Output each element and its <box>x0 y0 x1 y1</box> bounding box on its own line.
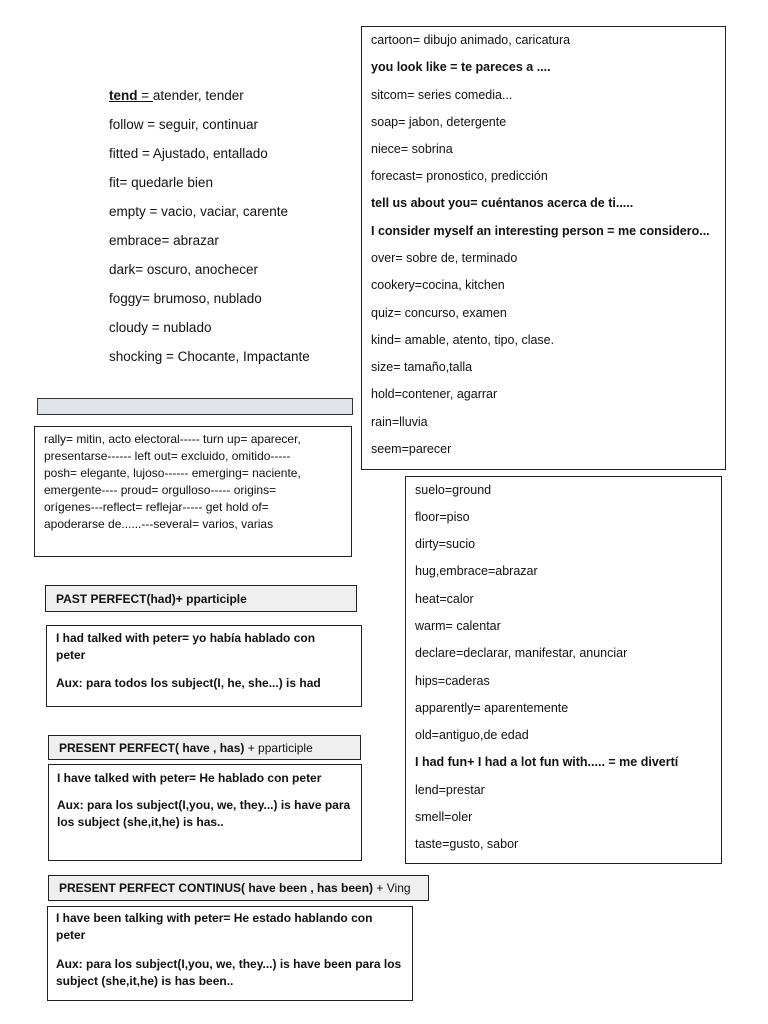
vocab-item: dark= oscuro, anochecer <box>109 262 258 277</box>
vocab-item: floor=piso <box>415 510 470 524</box>
vocab-item: lend=prestar <box>415 783 485 797</box>
present-perfect-continuous-title-rest: + Ving <box>373 881 411 895</box>
vocab-box-bottom-right <box>405 476 722 864</box>
vocab-item: forecast= pronostico, predicción <box>371 169 548 183</box>
vocab-item: empty = vacio, vaciar, carente <box>109 204 288 219</box>
vocab-item: declare=declarar, manifestar, anunciar <box>415 646 628 660</box>
vocab-item: rain=lluvia <box>371 415 428 429</box>
present-perfect-title <box>59 740 313 756</box>
vocab-item: sitcom= series comedia... <box>371 88 513 102</box>
vocab-item-tend <box>109 88 244 104</box>
empty-header-bar <box>37 398 353 415</box>
vocab-item: shocking = Chocante, Impactante <box>109 349 310 364</box>
present-perfect-box <box>48 764 362 861</box>
past-perfect-title: PAST PERFECT(had)+ pparticiple <box>56 592 247 606</box>
rally-line: posh= elegante, lujoso------ emerging= naciente, <box>44 466 301 480</box>
vocab-definition: atender, tender <box>152 88 244 103</box>
vocab-item: taste=gusto, sabor <box>415 837 519 851</box>
vocab-item: size= tamaño,talla <box>371 360 473 374</box>
vocab-item: fit= quedarle bien <box>109 175 213 190</box>
rally-vocab-box <box>34 426 352 557</box>
vocab-item: quiz= concurso, examen <box>371 306 507 320</box>
vocab-item: cookery=cocina, kitchen <box>371 278 505 292</box>
present-perfect-title-bold: PRESENT PERFECT( have , has) <box>59 741 245 755</box>
present-perfect-continuous-title-bold: PRESENT PERFECT CONTINUS( have been , has been) <box>59 881 374 895</box>
past-perfect-aux: Aux: para todos los subject(I, he, she...) is had <box>56 676 321 690</box>
vocab-item: dirty=sucio <box>415 537 476 551</box>
rally-line: rally= mitin, acto electoral----- turn up= aparecer, <box>44 432 301 446</box>
vocab-item: apparently= aparentemente <box>415 701 569 715</box>
present-perfect-continuous-title <box>59 880 411 896</box>
vocab-item: kind= amable, atento, tipo, clase. <box>371 333 555 347</box>
vocab-item: I consider myself an interesting person = me considero... <box>371 224 710 238</box>
present-perfect-aux: Aux: para los subject(I,you, we, they...) is have para los subject (she,it,he) is has.. <box>57 798 351 829</box>
present-perfect-header <box>48 735 361 760</box>
present-perfect-continuous-aux: Aux: para los subject(I,you, we, they...) is have been para los subject (she,it,he) is has been.. <box>56 957 402 988</box>
past-perfect-example: I had talked with peter= yo había hablado con peter <box>56 631 316 662</box>
vocab-item: warm= calentar <box>415 619 501 633</box>
rally-line: apoderarse de......---several= varios, varias <box>44 517 274 531</box>
present-perfect-continuous-header <box>48 875 429 901</box>
rally-line: emergente---- proud= orgulloso----- origins= <box>44 483 277 497</box>
vocab-equals: = <box>137 88 153 103</box>
vocab-item: soap= jabon, detergente <box>371 115 507 129</box>
vocab-item: smell=oler <box>415 810 473 824</box>
rally-line: presentarse------ left out= excluido, omitido----- <box>44 449 291 463</box>
vocab-item: hold=contener, agarrar <box>371 387 498 401</box>
vocab-item: you look like = te pareces a .... <box>371 60 551 74</box>
present-perfect-continuous-example: I have been talking with peter= He estado hablando con peter <box>56 911 373 942</box>
vocab-item: old=antiguo,de edad <box>415 728 529 742</box>
vocab-box-top-right <box>361 26 726 470</box>
vocab-item: embrace= abrazar <box>109 233 219 248</box>
past-perfect-header <box>45 585 357 612</box>
vocab-item: cartoon= dibujo animado, caricatura <box>371 33 571 47</box>
vocab-item: heat=calor <box>415 592 474 606</box>
vocab-term: tend <box>109 88 138 103</box>
vocab-item: foggy= brumoso, nublado <box>109 291 262 306</box>
rally-line: orígenes---reflect= reflejar----- get hold of= <box>44 500 269 514</box>
present-perfect-continuous-box <box>47 906 413 1001</box>
present-perfect-title-rest: + pparticiple <box>244 741 313 755</box>
present-perfect-example: I have talked with peter= He hablado con peter <box>57 771 322 785</box>
past-perfect-box <box>46 625 362 707</box>
vocab-item: hips=caderas <box>415 674 490 688</box>
vocab-item: cloudy = nublado <box>109 320 212 335</box>
vocab-item: hug,embrace=abrazar <box>415 564 538 578</box>
vocab-item: seem=parecer <box>371 442 452 456</box>
vocab-item: tell us about you= cuéntanos acerca de ti..... <box>371 196 634 210</box>
vocab-item: niece= sobrina <box>371 142 453 156</box>
vocab-item: fitted = Ajustado, entallado <box>109 146 268 161</box>
vocab-item: suelo=ground <box>415 483 492 497</box>
vocab-item: follow = seguir, continuar <box>109 117 258 132</box>
vocab-item: over= sobre de, terminado <box>371 251 518 265</box>
vocab-item: I had fun+ I had a lot fun with..... = me divertí <box>415 755 679 769</box>
